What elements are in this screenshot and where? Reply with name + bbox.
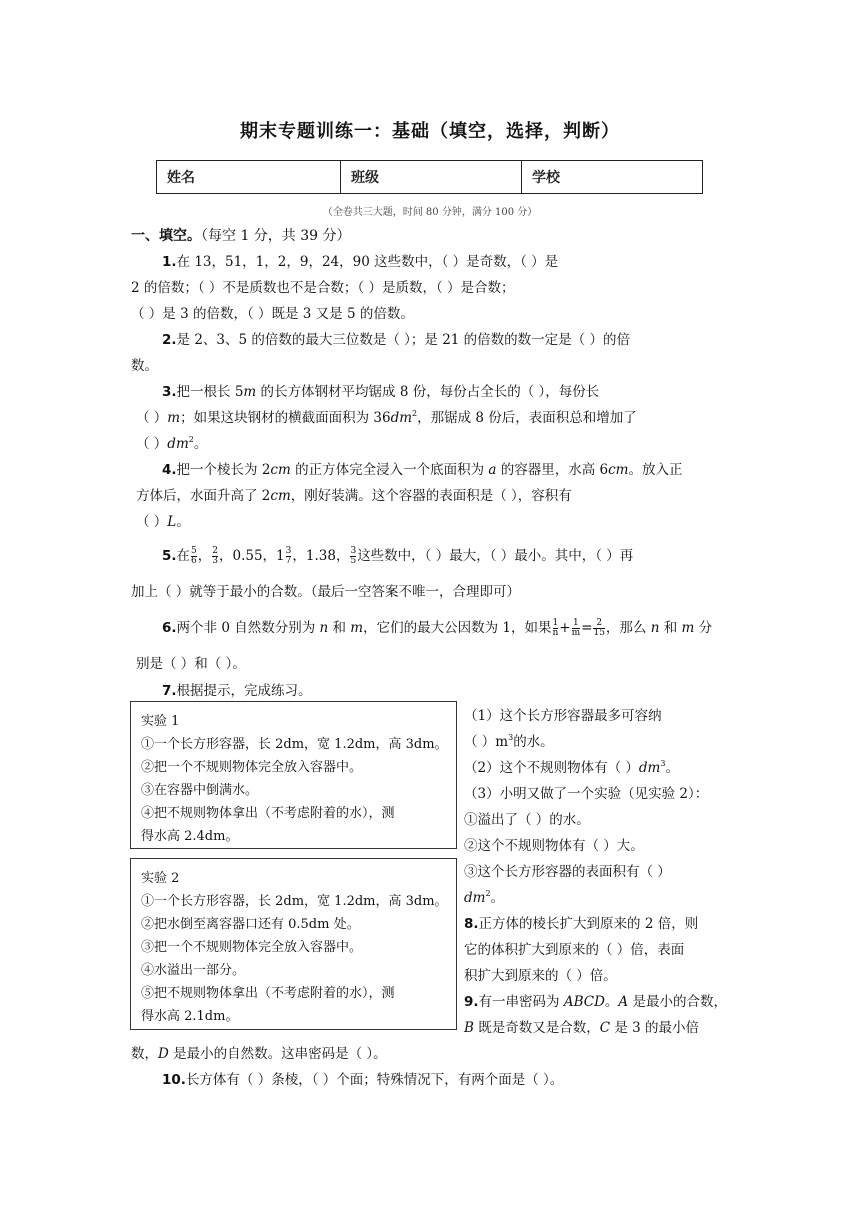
q1-text: 在 13，51，1，2，9，24，90 这些数中，（ ）是奇数，（ ）是 [176, 254, 559, 270]
q7-text: 根据提示，完成练习。 [176, 683, 312, 699]
student-info-table [156, 160, 703, 194]
var-B: B [464, 1020, 474, 1036]
exponent: 3 [508, 733, 514, 742]
q7-text: 。 [665, 760, 679, 776]
unit-L: L [167, 514, 177, 530]
q8-line1 [464, 912, 698, 932]
q7-part3-3: ③这个长方形容器的表面积有（ ） [464, 864, 671, 880]
q9-text: 既是奇数又是合数， [473, 1020, 600, 1036]
separator: ， [197, 548, 212, 564]
unit-cm: cm [270, 488, 291, 504]
exam-note: （全卷共三大题，时间 80 分钟，满分 100 分） [322, 207, 538, 218]
experiment-2-box [130, 858, 457, 1030]
denominator: 3 [212, 556, 218, 566]
denominator: 7 [285, 556, 292, 566]
q9-number: 9. [464, 994, 479, 1010]
var-C: C [599, 1020, 611, 1036]
var-m: m [350, 620, 364, 636]
experiment-1-box [130, 701, 457, 849]
fraction [350, 547, 356, 566]
exp1-line: ①一个长方形容器，长 2dm，宽 1.2dm，高 3dm。 [141, 737, 448, 752]
exp2-line: 实验 2 [141, 871, 180, 886]
var-n: n [319, 620, 329, 636]
q1-number: 1. [162, 254, 177, 270]
q6-number: 6. [162, 620, 177, 636]
numerator: 3 [350, 546, 357, 556]
section-heading [131, 225, 351, 245]
denominator: n [552, 628, 559, 638]
q9-text: 是最小的合数， [628, 994, 727, 1010]
var-m: m [681, 620, 695, 636]
exp1-line: 得水高 2.4dm。 [141, 829, 239, 844]
numerator: 1 [552, 618, 559, 628]
q8-line3: 积扩大到原来的（ ）倍。 [464, 968, 617, 984]
q1-line2: 2 的倍数；（ ）不是质数也不是合数；（ ）是质数，（ ）是合数； [131, 280, 515, 296]
unit-m: m [167, 410, 181, 426]
q6-text-b: ，它们的最大公因数为 1，如果 [363, 620, 552, 636]
q3-text-c: ；如果这块钢材的横截面面积为 36 [180, 410, 391, 426]
q3-text-b: 的长方体钢材平均锯成 8 份，每份占全长的（ ），每份长 [256, 384, 600, 400]
numerator: 2 [596, 618, 603, 628]
q7-part2 [464, 756, 679, 776]
denominator: 15 [593, 628, 605, 638]
exponent: 3 [660, 759, 666, 768]
fraction [286, 547, 292, 566]
denominator: 6 [191, 556, 197, 566]
q5-pre: 在 [176, 548, 191, 564]
exp1-line: ②把一个不规则物体完全放入容器中。 [141, 760, 363, 775]
q6-text-d: 分 [694, 620, 713, 636]
q1-line1 [162, 250, 558, 270]
q9-text: 是最小的自然数。这串密码是（ ）。 [168, 1046, 387, 1062]
q3-text-a: 把一根长 5 [176, 384, 244, 400]
school-cell[interactable]: 学校 [522, 161, 703, 194]
q3-number: 3. [162, 384, 177, 400]
q7-part3-2: ②这个不规则物体有（ ）大。 [464, 838, 644, 854]
q7-number: 7. [162, 683, 177, 699]
q7-text: （2）这个不规则物体有（ ） [464, 760, 639, 776]
exp2-line: ③把一个不规则物体完全放入容器中。 [141, 940, 363, 955]
q4-blank: （ ） [136, 514, 168, 530]
q7-line1 [162, 679, 312, 699]
q1-line3: （ ）是 3 的倍数，（ ）既是 3 又是 5 的倍数。 [131, 306, 414, 322]
numerator: 5 [191, 546, 197, 556]
name-cell[interactable]: 姓名 [157, 161, 341, 194]
q7-part3-1: ①溢出了（ ）的水。 [464, 812, 590, 828]
var-A: A [618, 994, 629, 1010]
q9-text: 数， [131, 1046, 158, 1062]
q4-text-a: 把一个棱长为 2 [176, 462, 271, 478]
var-a: a [488, 462, 497, 478]
q3-text-e: 。 [193, 436, 208, 452]
q6-text-c: ，那么 [605, 620, 651, 636]
q9-text: 是 3 的最小倍 [610, 1020, 700, 1036]
unit-cm: cm [608, 462, 629, 478]
unit-dm: dm [167, 436, 189, 452]
unit-cm: cm [270, 462, 291, 478]
q4-text-d: 。放入正 [628, 462, 683, 478]
unit-dm: dm [390, 410, 413, 426]
q8-text: 正方体的棱长扩大到原来的 2 倍，则 [478, 916, 699, 932]
unit-dm: dm [638, 760, 661, 776]
q5-number: 5. [162, 548, 177, 564]
denominator: 5 [350, 556, 357, 566]
q5-mid2: ，1.38， [292, 548, 350, 564]
q6-line2: 别是（ ）和（ ）。 [136, 656, 246, 672]
equals-sign: = [581, 620, 593, 636]
q3-blank: （ ） [136, 410, 168, 426]
q4-line2 [136, 484, 572, 504]
exponent: 2 [485, 889, 491, 898]
q9-text: 。 [604, 994, 619, 1010]
q9-line1 [464, 990, 727, 1010]
section-title: 一、填空。 [131, 228, 201, 244]
unit-m: m [243, 384, 257, 400]
q3-text-d: ，那锯成 8 份后，表面积总和增加了 [417, 410, 637, 426]
numerator: 2 [212, 546, 218, 556]
q4-text-e: 方体后，水面升高了 2 [136, 488, 271, 504]
q7-part1-blank [464, 730, 554, 750]
q4-text-b: 的正方体完全浸入一个底面积为 [290, 462, 489, 478]
q5-text: 这些数中，（ ）最大，（ ）最小。其中，（ ）再 [357, 548, 634, 564]
denominator: m [571, 628, 581, 638]
exponent: 2 [412, 409, 418, 418]
q6-line1 [162, 616, 712, 638]
numerator: 1 [573, 618, 579, 628]
q4-number: 4. [162, 462, 177, 478]
q5-line1 [162, 544, 633, 566]
q2-number: 2. [162, 332, 177, 348]
q10-text: 长方体有（ ）条棱，（ ）个面；特殊情况下，有两个面是（ ）。 [185, 1072, 564, 1088]
q7-part3: （3）小明又做了一个实验（见实验 2）： [464, 786, 709, 802]
q2-line1 [162, 328, 630, 348]
exp2-line: ①一个长方形容器，长 2dm，宽 1.2dm，高 3dm。 [141, 894, 448, 909]
q5-mid: ，0.55，1 [219, 548, 285, 564]
q7-text: 。 [490, 890, 505, 906]
q8-number: 8. [464, 916, 479, 932]
var-n: n [650, 620, 660, 636]
var-D: D [158, 1046, 169, 1062]
fraction [553, 619, 559, 638]
q4-text-f: ，刚好装满。这个容器的表面积是（ ），容积有 [290, 488, 572, 504]
q3-line3 [136, 432, 207, 452]
q6-text-a: 两个非 0 自然数分别为 [176, 620, 320, 636]
q4-text-c: 的容器里，水高 6 [496, 462, 609, 478]
var-code: ABCD [563, 994, 605, 1010]
q4-line3 [136, 510, 190, 530]
q7-part3-3-unit [464, 886, 504, 906]
q10-number: 10. [162, 1072, 186, 1088]
fraction [191, 547, 197, 566]
q9-line2 [464, 1016, 699, 1036]
page-title: 期末专题训练一：基础（填空，选择，判断） [240, 121, 620, 142]
fraction [212, 547, 218, 566]
q8-line2: 它的体积扩大到原来的（ ）倍，表面 [464, 942, 685, 958]
q4-text-g: 。 [176, 514, 190, 530]
exponent: 2 [188, 435, 194, 444]
exp2-line: ⑤把不规则物体拿出（不考虑附着的水），测 [141, 986, 395, 1001]
unit-dm: dm [464, 890, 486, 906]
q9-text: 有一串密码为 [478, 994, 564, 1010]
q5-line2: 加上（ ）就等于最小的合数。（最后一空答案不唯一，合理即可） [131, 584, 521, 600]
exp2-line: ②把水倒至离容器口还有 0.5dm 处。 [141, 917, 360, 932]
q10-line1 [162, 1068, 563, 1088]
fraction [572, 619, 581, 638]
q2-text: 是 2、3、5 的倍数的最大三位数是（ ）；是 21 的倍数的数一定是（ ）的倍 [176, 332, 630, 348]
exp2-line: 得水高 2.1dm。 [141, 1009, 239, 1024]
q3-blank: （ ） [136, 436, 168, 452]
exp2-line: ④水溢出一部分。 [141, 963, 246, 978]
numerator: 3 [285, 546, 292, 556]
exp1-line: ③在容器中倒满水。 [141, 783, 259, 798]
fraction [593, 619, 604, 638]
q3-line2 [136, 406, 637, 426]
q7-text: 的水。 [513, 734, 554, 750]
exp1-line: 实验 1 [141, 714, 180, 729]
class-cell[interactable]: 班级 [341, 161, 522, 194]
q2-line2: 数。 [131, 358, 158, 374]
q9-line3 [131, 1042, 387, 1062]
q6-and: 和 [328, 620, 351, 636]
q7-part1: （1）这个长方形容器最多可容纳 [464, 708, 662, 724]
plus-sign: + [559, 620, 571, 636]
section-note: （每空 1 分，共 39 分） [201, 228, 351, 244]
exp1-line: ④把不规则物体拿出（不考虑附着的水），测 [141, 806, 395, 821]
q3-line1 [162, 380, 599, 400]
q6-and: 和 [659, 620, 682, 636]
q4-line1 [162, 458, 683, 478]
q7-blank: （ ）m [464, 734, 509, 750]
